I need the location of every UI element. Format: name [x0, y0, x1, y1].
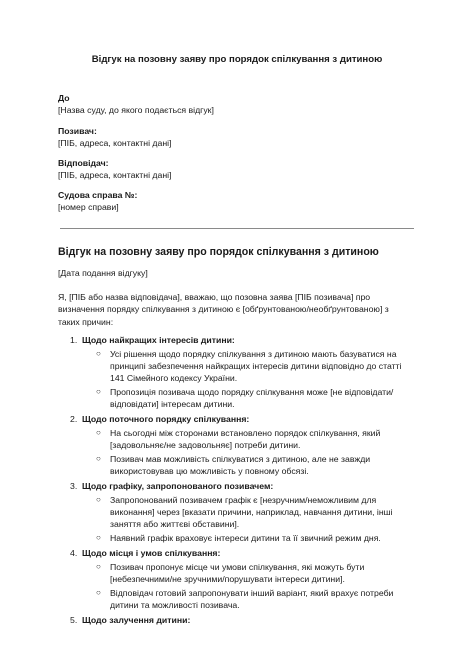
- defendant-label: Відповідач:: [58, 158, 109, 168]
- circle-bullet-icon: ○: [96, 387, 101, 396]
- section-point: [96, 348, 414, 384]
- section-point: [96, 561, 414, 585]
- section-number: 4.: [70, 548, 78, 558]
- point-text: Позивач мав можливість спілкуватися з дитиною, але не завжди використовував цю можливість у повному обсязі.: [110, 454, 371, 476]
- argument-section: [58, 480, 414, 544]
- section-number: 1.: [70, 335, 78, 345]
- section-divider: [60, 228, 414, 229]
- case-value: [номер справи]: [58, 202, 119, 212]
- section-title: Щодо залучення дитини:: [82, 615, 191, 625]
- point-text: На сьогодні між сторонами встановлено порядок спілкування, який [задовольняє/не задовольняє] потреби дитини.: [110, 428, 381, 450]
- section-points: [82, 348, 414, 410]
- intro-paragraph: Я, [ПІБ або назва відповідача], вважаю, що позовна заява [ПІБ позивача] про визначення порядку спілкування з дитиною є [обґрунтованою/необґрунтованою] з таких причин:: [58, 292, 389, 327]
- argument-section: [58, 413, 414, 477]
- circle-bullet-icon: ○: [96, 349, 101, 358]
- section-point: [96, 386, 414, 410]
- submission-date: [Дата подання відгуку]: [58, 268, 148, 278]
- section-title: Щодо графіку, запропонованого позивачем:: [82, 481, 274, 491]
- argument-section: [58, 547, 414, 611]
- point-text: Пропозиція позивача щодо порядку спілкування може [не відповідати/відповідати] інтересам дитини.: [110, 387, 394, 409]
- plaintiff-value: [ПІБ, адреса, контактні дані]: [58, 138, 172, 148]
- section-title: Щодо місця і умов спілкування:: [82, 548, 221, 558]
- section-point: [96, 587, 414, 611]
- response-heading: Відгук на позовну заяву про порядок спілкування з дитиною: [58, 246, 379, 258]
- circle-bullet-icon: ○: [96, 533, 101, 542]
- point-text: Позивач пропонує місце чи умови спілкування, які можуть бути [небезпечними/не зручними/порушувати інтереси дитини].: [110, 562, 365, 584]
- court-label: До: [58, 93, 70, 103]
- court-value: [Назва суду, до якого подається відгук]: [58, 105, 214, 115]
- case-label: Судова справа №:: [58, 190, 138, 200]
- point-text: Відповідач готовий запропонувати інший варіант, який врахує потреби дитини та можливості позивача.: [110, 588, 394, 610]
- section-title: Щодо поточного порядку спілкування:: [82, 414, 250, 424]
- defendant-block: [58, 157, 171, 181]
- section-points: [82, 494, 414, 544]
- circle-bullet-icon: ○: [96, 428, 101, 437]
- section-points: [82, 427, 414, 477]
- document-title: Відгук на позовну заяву про порядок спілкування з дитиною: [91, 54, 383, 65]
- point-text: Наявний графік враховує інтереси дитини та її звичний режим дня.: [110, 533, 381, 543]
- defendant-value: [ПІБ, адреса, контактні дані]: [58, 170, 172, 180]
- section-number: 5.: [70, 615, 78, 625]
- argument-section: [58, 334, 414, 410]
- plaintiff-block: [58, 125, 171, 149]
- section-point: [96, 532, 414, 544]
- section-number: 3.: [70, 481, 78, 491]
- point-text: Усі рішення щодо порядку спілкування з дитиною мають базуватися на принципі забезпечення найкращих інтересів дитини відповідно до статті 141 Сімейного кодексу України.: [110, 349, 402, 383]
- circle-bullet-icon: ○: [96, 562, 101, 571]
- section-points: [82, 561, 414, 611]
- section-number: 2.: [70, 414, 78, 424]
- section-point: [96, 427, 414, 451]
- court-block: [58, 92, 214, 116]
- section-point: [96, 453, 414, 477]
- circle-bullet-icon: ○: [96, 454, 101, 463]
- case-block: [58, 189, 137, 213]
- circle-bullet-icon: ○: [96, 588, 101, 597]
- section-point: [96, 494, 414, 530]
- circle-bullet-icon: ○: [96, 495, 101, 504]
- argument-section: [58, 614, 414, 626]
- plaintiff-label: Позивач:: [58, 126, 97, 136]
- point-text: Запропонований позивачем графік є [незручним/неможливим для виконання] через [вказати причини, наприклад, навчання дитини, інші заняття або життєві обставини].: [110, 495, 393, 529]
- section-title: Щодо найкращих інтересів дитини:: [82, 335, 235, 345]
- arguments-list: [58, 334, 414, 628]
